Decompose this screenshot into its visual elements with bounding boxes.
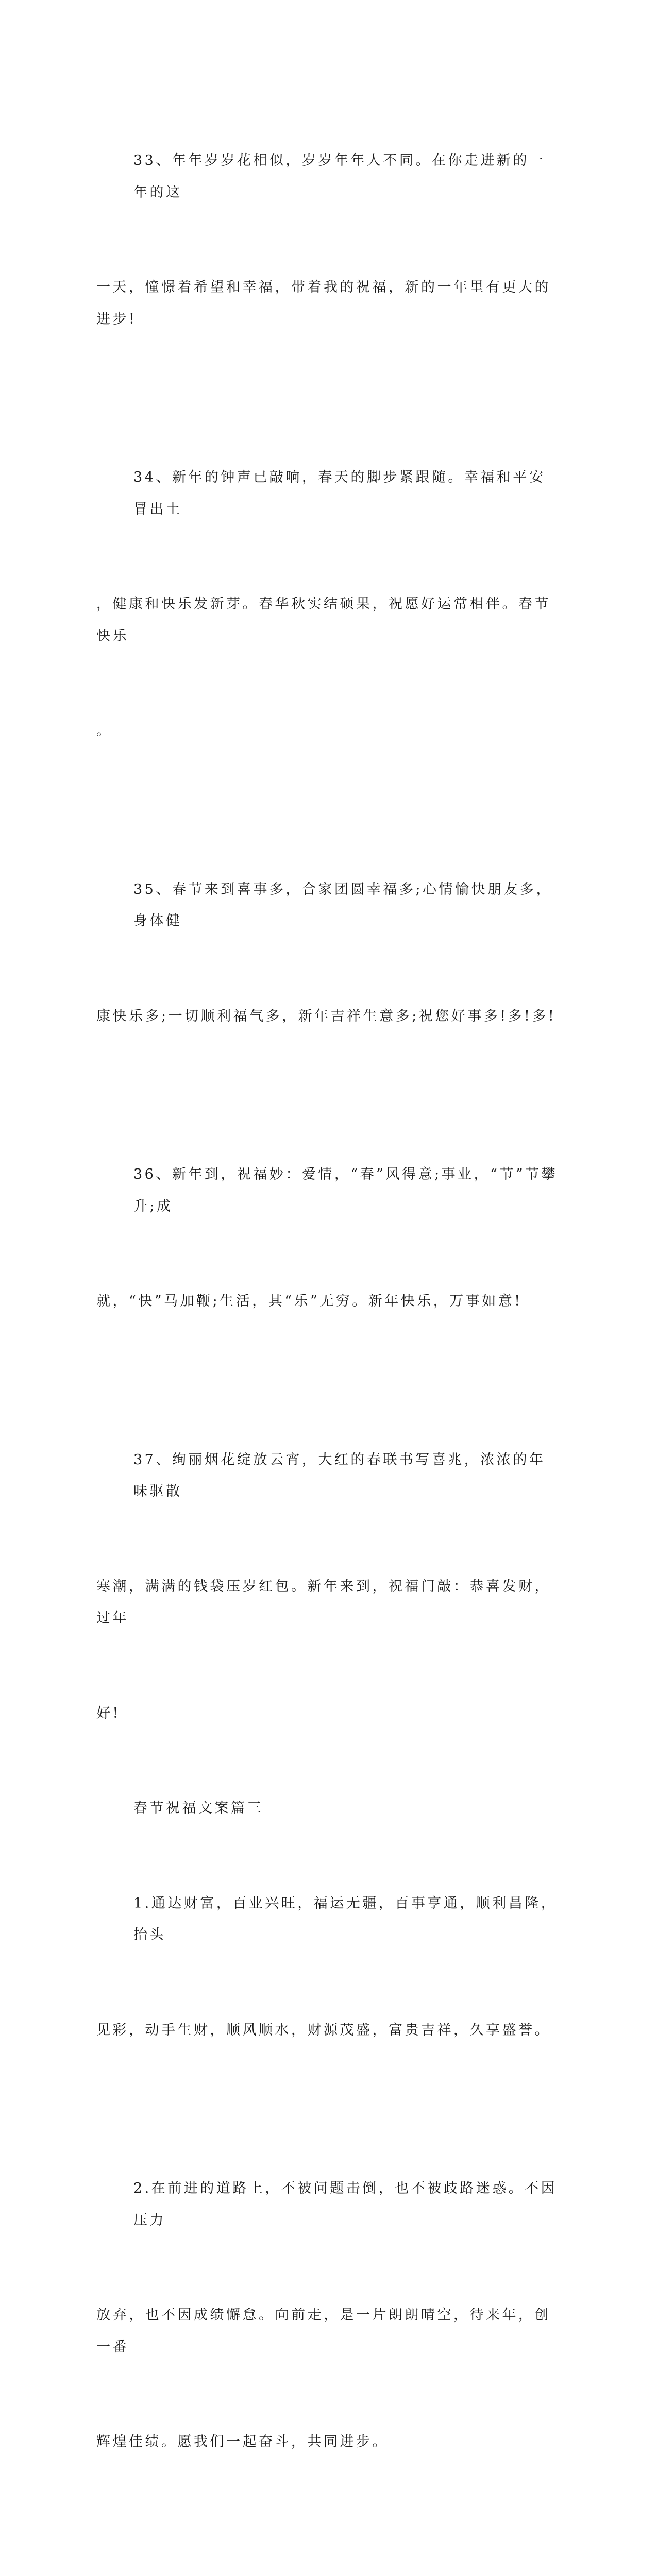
text-line: 37、绚丽烟花绽放云宵，大红的春联书写喜兆，浓浓的年味驱散 [96,1444,560,1507]
paragraph-33 [96,81,560,398]
text-line: 34、新年的钟声已敲响，春天的脚步紧跟随。幸福和平安冒出土 [96,462,560,525]
text-line: 2.在前进的道路上，不被问题击倒，也不被歧路迷惑。不因压力 [96,2173,560,2236]
text-line: 36、新年到，祝福妙：爱情，“春”风得意;事业，“节”节攀升;成 [96,1159,560,1222]
paragraph-34 [96,398,560,810]
paragraph-36 [96,1095,560,1381]
text-line: 33、年年岁岁花相似，岁岁年年人不同。在你走进新的一年的这 [96,145,560,208]
text-line: 辉煌佳绩。愿我们一起奋斗，共同进步。 [96,2426,560,2458]
text-line: 放弃，也不因成绩懈怠。向前走，是一片朗朗晴空，待来年，创一番 [96,2299,560,2363]
text-line: 一天，憧憬着希望和幸福，带着我的祝福，新的一年里有更大的进步! [96,272,560,335]
document-page [96,81,560,2576]
text-line: 康快乐多;一切顺利福气多，新年吉祥生意多;祝您好事多!多!多! [96,1001,560,1032]
text-line: ，健康和快乐发新芽。春华秋实结硕果，祝愿好运常相伴。春节快乐 [96,588,560,652]
paragraph-item-2 [96,2109,560,2521]
text-line: 寒潮，满满的钱袋压岁红包。新年来到，祝福门敲：恭喜发财，过年 [96,1571,560,1634]
paragraph-37 [96,1381,560,1793]
paragraph-item-1 [96,1824,560,2110]
paragraph-35 [96,810,560,1096]
text-line: 。 [96,715,560,747]
text-line: 见彩，动手生财，顺风顺水，财源茂盛，富贵吉祥，久享盛誉。 [96,2014,560,2046]
text-line: 好! [96,1698,560,1730]
paragraph-item-3 [96,2521,560,2576]
text-line: 就，“快”马加鞭;生活，其“乐”无穷。新年快乐，万事如意! [96,1285,560,1317]
text-line: 1.通达财富，百业兴旺，福运无疆，百事亨通，顺利昌隆，抬头 [96,1888,560,1951]
text-line: 35、春节来到喜事多，合家团圆幸福多;心情愉快朋友多，身体健 [96,874,560,937]
section-heading: 春节祝福文案篇三 [96,1792,560,1824]
